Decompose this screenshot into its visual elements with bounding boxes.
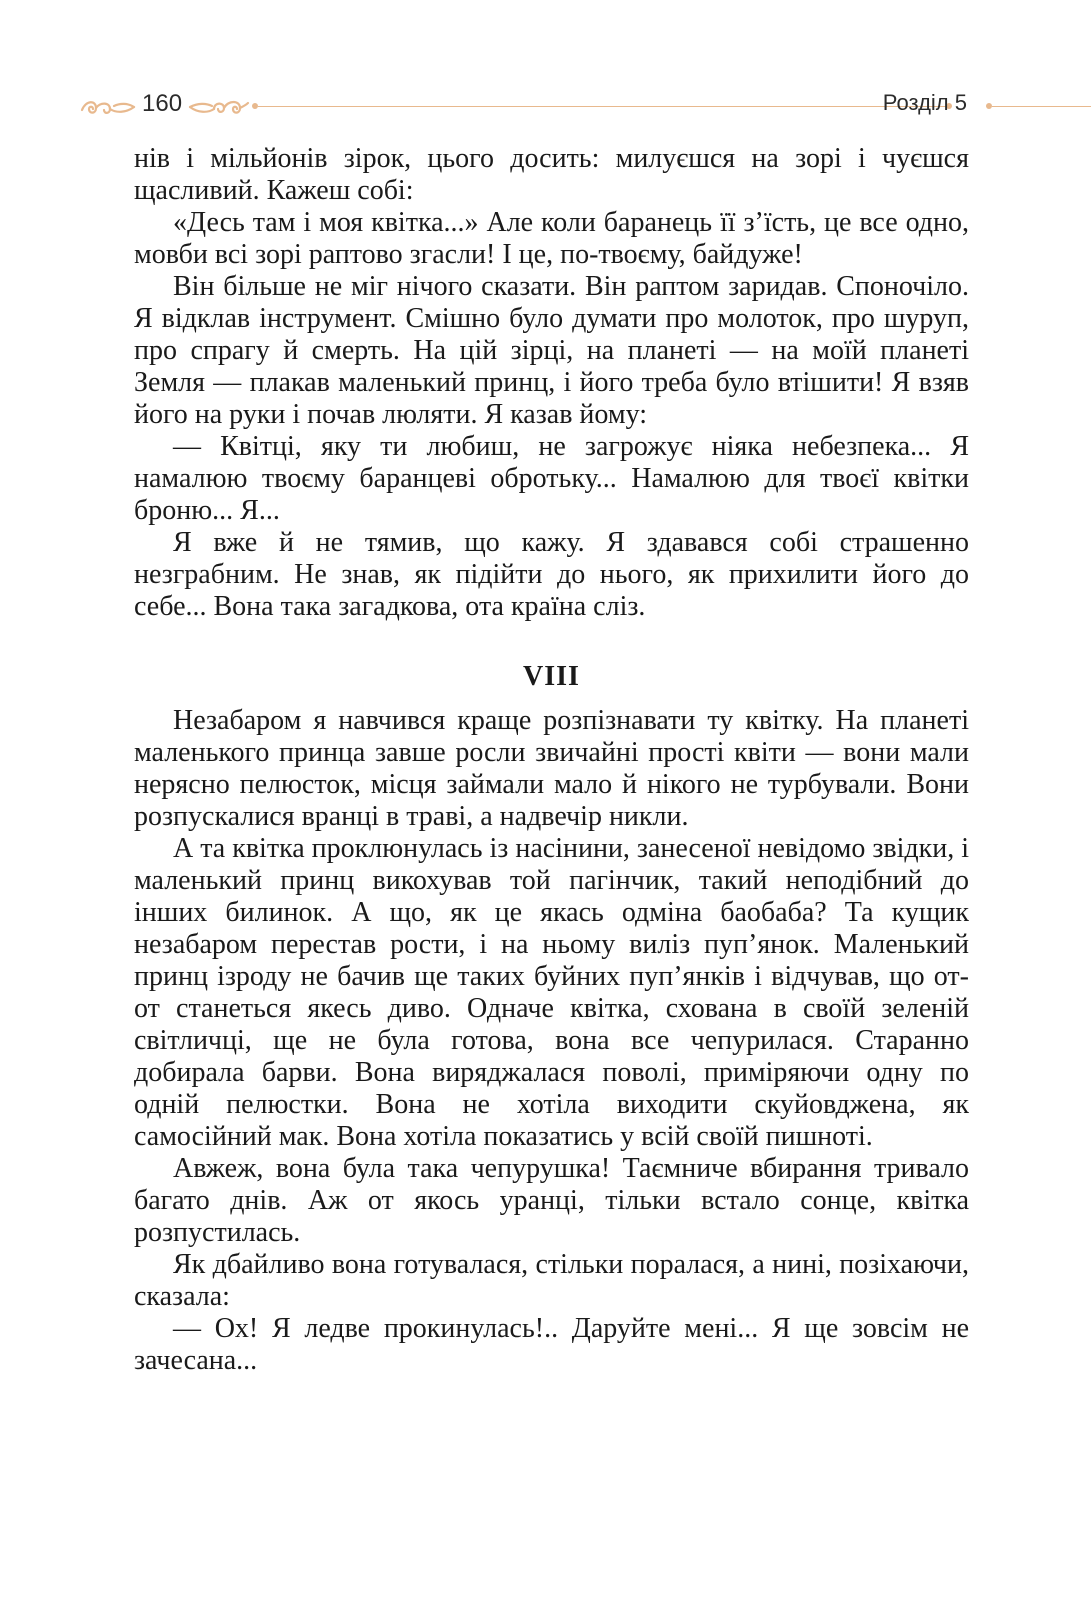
paragraph: Я вже й не тямив, що кажу. Я здавався собі страшенно незграбним. Не знав, як підійти до нього, як прихилити його до себе... Вона така загадкова, ота країна сліз. (134, 527, 969, 622)
header-rule (258, 106, 946, 107)
paragraph: нів і мільйонів зірок, цього досить: милуєшся на зорі і чуєшся щасливий. Кажеш собі: (134, 143, 969, 206)
section-label: Розділ 5 (882, 90, 967, 115)
right-ornament-icon (188, 94, 250, 120)
left-ornament-icon (80, 94, 136, 120)
chapter-title: VIII (523, 661, 580, 692)
paragraph: Авжеж, вона була така чепурушка! Таємниче вбирання тривало багато днів. Аж от якось уранці, тільки встало сонце, квітка розпустилась. (134, 1153, 969, 1248)
paragraph: «Десь там і моя квітка...» Але коли баранець її з’їсть, це все одно, мовби всі зорі раптово згасли! І це, по-твоєму, байдуже! (134, 207, 969, 270)
header-rule-right (992, 106, 1091, 107)
paragraph: Як дбайливо вона готувалася, стільки поралася, а нині, позіхаючи, сказала: (134, 1249, 969, 1312)
paragraph: Він більше не міг нічого сказати. Він раптом заридав. Споночіло. Я відклав інструмент. Смішно було думати про молоток, про шуруп, про спрагу й смерть. На цій зірці, на планеті — на моїй планеті Земля — плакав маленький принц, і його треба було втішити! Я взяв його на руки і почав люляти. Я казав йому: (134, 271, 969, 430)
paragraph: Незабаром я навчився краще розпізнавати ту квітку. На планеті маленького принца завше росли звичайні прості квіти — вони мали нерясно пелюсток, місця займали мало й нікого не турбували. Вони розпускалися вранці в траві, а надвечір никли. (134, 705, 969, 832)
page-header (80, 88, 1091, 128)
paragraph: — Квітці, яку ти любиш, не загрожує ніяка небезпека... Я намалюю твоєму баранцеві обротьку... Намалюю для твоєї квітки броню... Я... (134, 431, 969, 526)
body-text (134, 143, 969, 1377)
paragraph: А та квітка проклюнулась із насінини, занесеної невідомо звідки, і маленький принц викохував той пагінчик, такий неподібний до інших билинок. А що, як це якась одміна баобаба? Та кущик незабаром перестав рости, і на ньому виліз пуп’янок. Маленький принц ізроду не бачив ще таких буйних пуп’янків і відчував, що от-от станеться якесь диво. Одначе квітка, схована в своїй зеленій світличці, ще не була готова, вона все чепурилася. Старанно добирала барви. Вона виряджалася поволі, приміряючи одну по одній пелюстки. Вона не хотіла виходити скуйовджена, як самосійний мак. Вона хотіла показатись у всій своїй пишноті. (134, 833, 969, 1152)
paragraph: — Ох! Я ледве прокинулась!.. Даруйте мені... Я ще зовсім не зачесана... (134, 1313, 969, 1376)
page-number: 160 (142, 90, 183, 117)
